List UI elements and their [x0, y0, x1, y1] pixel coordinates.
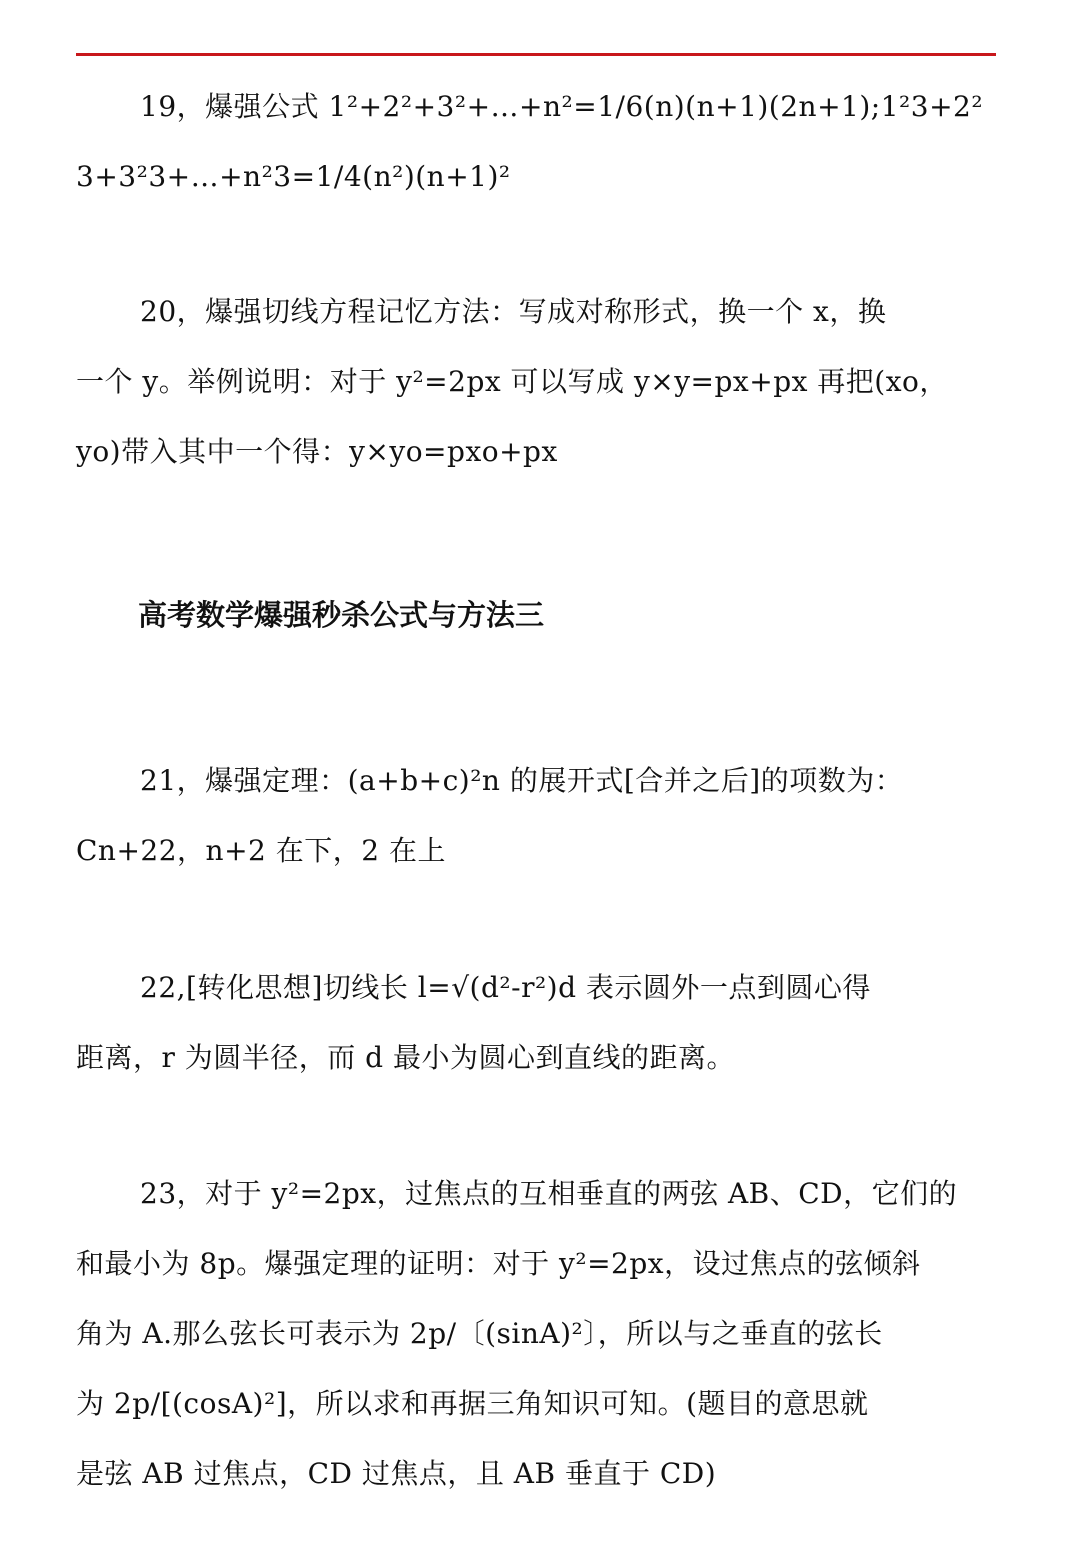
item-line: 3+3²3+…+n²3=1/4(n²)(n+1)² — [76, 160, 511, 193]
item-line: 21，爆强定理：(a+b+c)²n 的展开式[合并之后]的项数为： — [140, 764, 904, 797]
item-line: Cn+22，n+2 在下，2 在上 — [76, 834, 446, 867]
item-line: 和最小为 8p。爆强定理的证明：对于 y²=2px，设过焦点的弦倾斜 — [76, 1247, 921, 1280]
item-19 — [76, 72, 988, 212]
item-23 — [76, 1159, 988, 1509]
item-line: 角为 A.那么弦长可表示为 2p/〔(sinA)²〕，所以与之垂直的弦长 — [76, 1317, 883, 1350]
item-22 — [76, 953, 988, 1093]
item-line: yo)带入其中一个得：y×yo=pxo+px — [76, 435, 558, 468]
item-line: 一个 y。举例说明：对于 y²=2px 可以写成 y×y=px+px 再把(xo， — [76, 365, 948, 398]
item-line: 22,[转化思想]切线长 l=√(d²-r²)d 表示圆外一点到圆心得 — [140, 971, 871, 1004]
item-line: 23，对于 y²=2px，过焦点的互相垂直的两弦 AB、CD，它们的 — [140, 1177, 958, 1210]
item-21 — [76, 746, 988, 886]
item-line: 是弦 AB 过焦点，CD 过焦点，且 AB 垂直于 CD) — [76, 1457, 717, 1490]
item-line: 19，爆强公式 1²+2²+3²+…+n²=1/6(n)(n+1)(2n+1);1²3+2² — [140, 90, 984, 123]
item-20 — [76, 277, 988, 487]
item-line: 为 2p/[(cosA)²]，所以求和再据三角知识可知。(题目的意思就 — [76, 1387, 869, 1420]
item-line: 20，爆强切线方程记忆方法：写成对称形式，换一个 x，换 — [140, 295, 887, 328]
header-rule — [76, 53, 996, 56]
item-line: 距离，r 为圆半径，而 d 最小为圆心到直线的距离。 — [76, 1041, 736, 1074]
section-heading: 高考数学爆强秒杀公式与方法三 — [138, 598, 545, 632]
